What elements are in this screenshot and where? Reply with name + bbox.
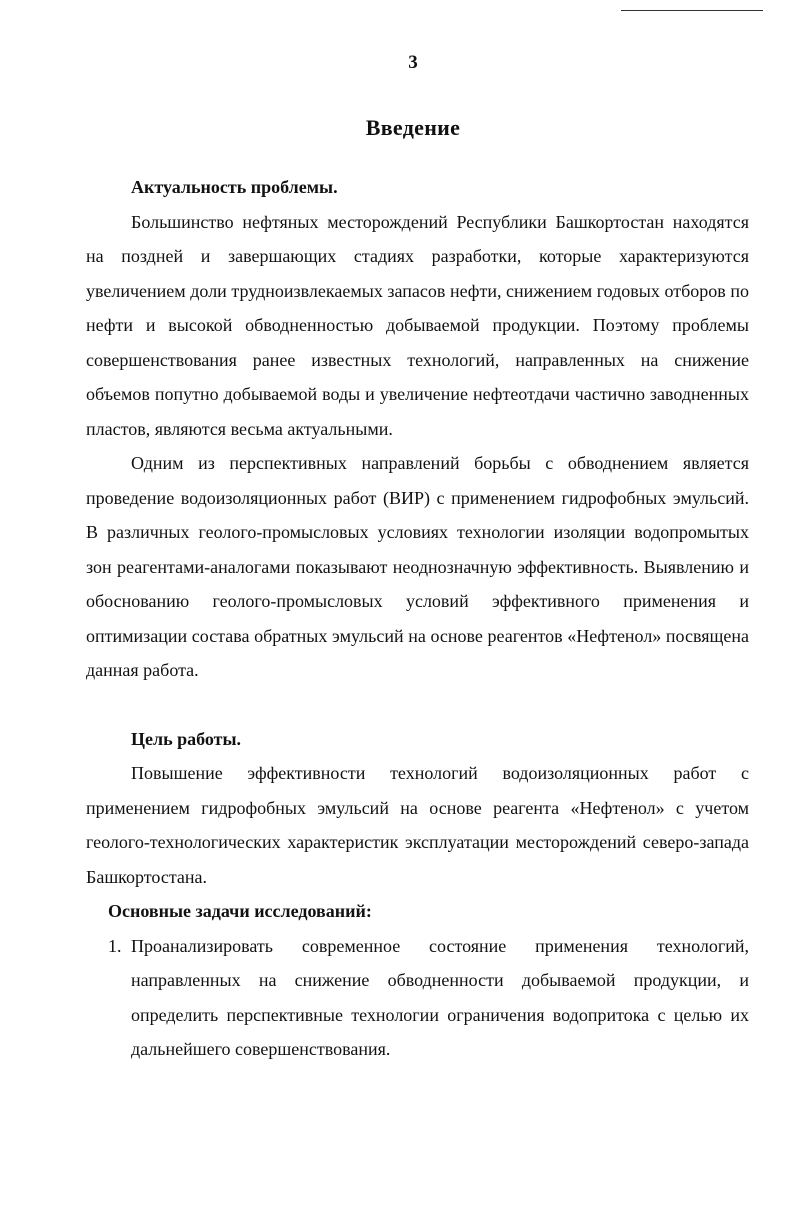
paragraph: Одним из перспективных направлений борьбы с обводнением является проведение водоизоляционных работ (ВИР) с применением гидрофобных эмульсий. В различных геолого-промысловых условиях технологии изоляции водопромытых зон реагентами-аналогами показывают неоднозначную эффективность. Выявлению и обоснованию геолого-промысловых условий эффективного применения и оптимизации состава обратных эмульсий на основе реагентов «Нефтенол» посвящена данная работа. <box>86 453 749 680</box>
section-heading-goal: Цель работы. <box>131 728 242 749</box>
header-rule <box>621 10 763 11</box>
list-item <box>86 929 749 1067</box>
page-number: 3 <box>408 52 418 73</box>
paragraph: Повышение эффективности технологий водоизоляционных работ с применением гидрофобных эмульсий на основе реагента «Нефтенол» с учетом геолого-технологических характеристик эксплуатации месторождений северо-запада Башкортостана. <box>86 763 749 887</box>
page-title: Введение <box>365 115 461 140</box>
section-heading-relevance: Актуальность проблемы. <box>131 177 338 197</box>
task-list <box>86 929 749 1067</box>
list-item-text: Проанализировать современное состояние применения технологий, направленных на снижение обводненности добываемой продукции, и определить перспективные технологии ограничения водопритока с целью их дальнейшего совершенствования. <box>131 935 749 1059</box>
paragraph: Большинство нефтяных месторождений Республики Башкортостан находятся на поздней и завершающих стадиях разработки, которые характеризуются увеличением доли трудноизвлекаемых запасов нефти, снижением годовых отборов по нефти и высокой обводненностью добываемой продукции. Поэтому проблемы совершенствования ранее известных технологий, направленных на снижение объемов попутно добываемой воды и увеличение нефтеотдачи частично заводненных пластов, являются весьма актуальными. <box>86 211 749 439</box>
document-body <box>86 170 749 1067</box>
section-heading-tasks: Основные задачи исследований: <box>108 901 372 921</box>
list-item-number: 1. <box>108 935 122 956</box>
